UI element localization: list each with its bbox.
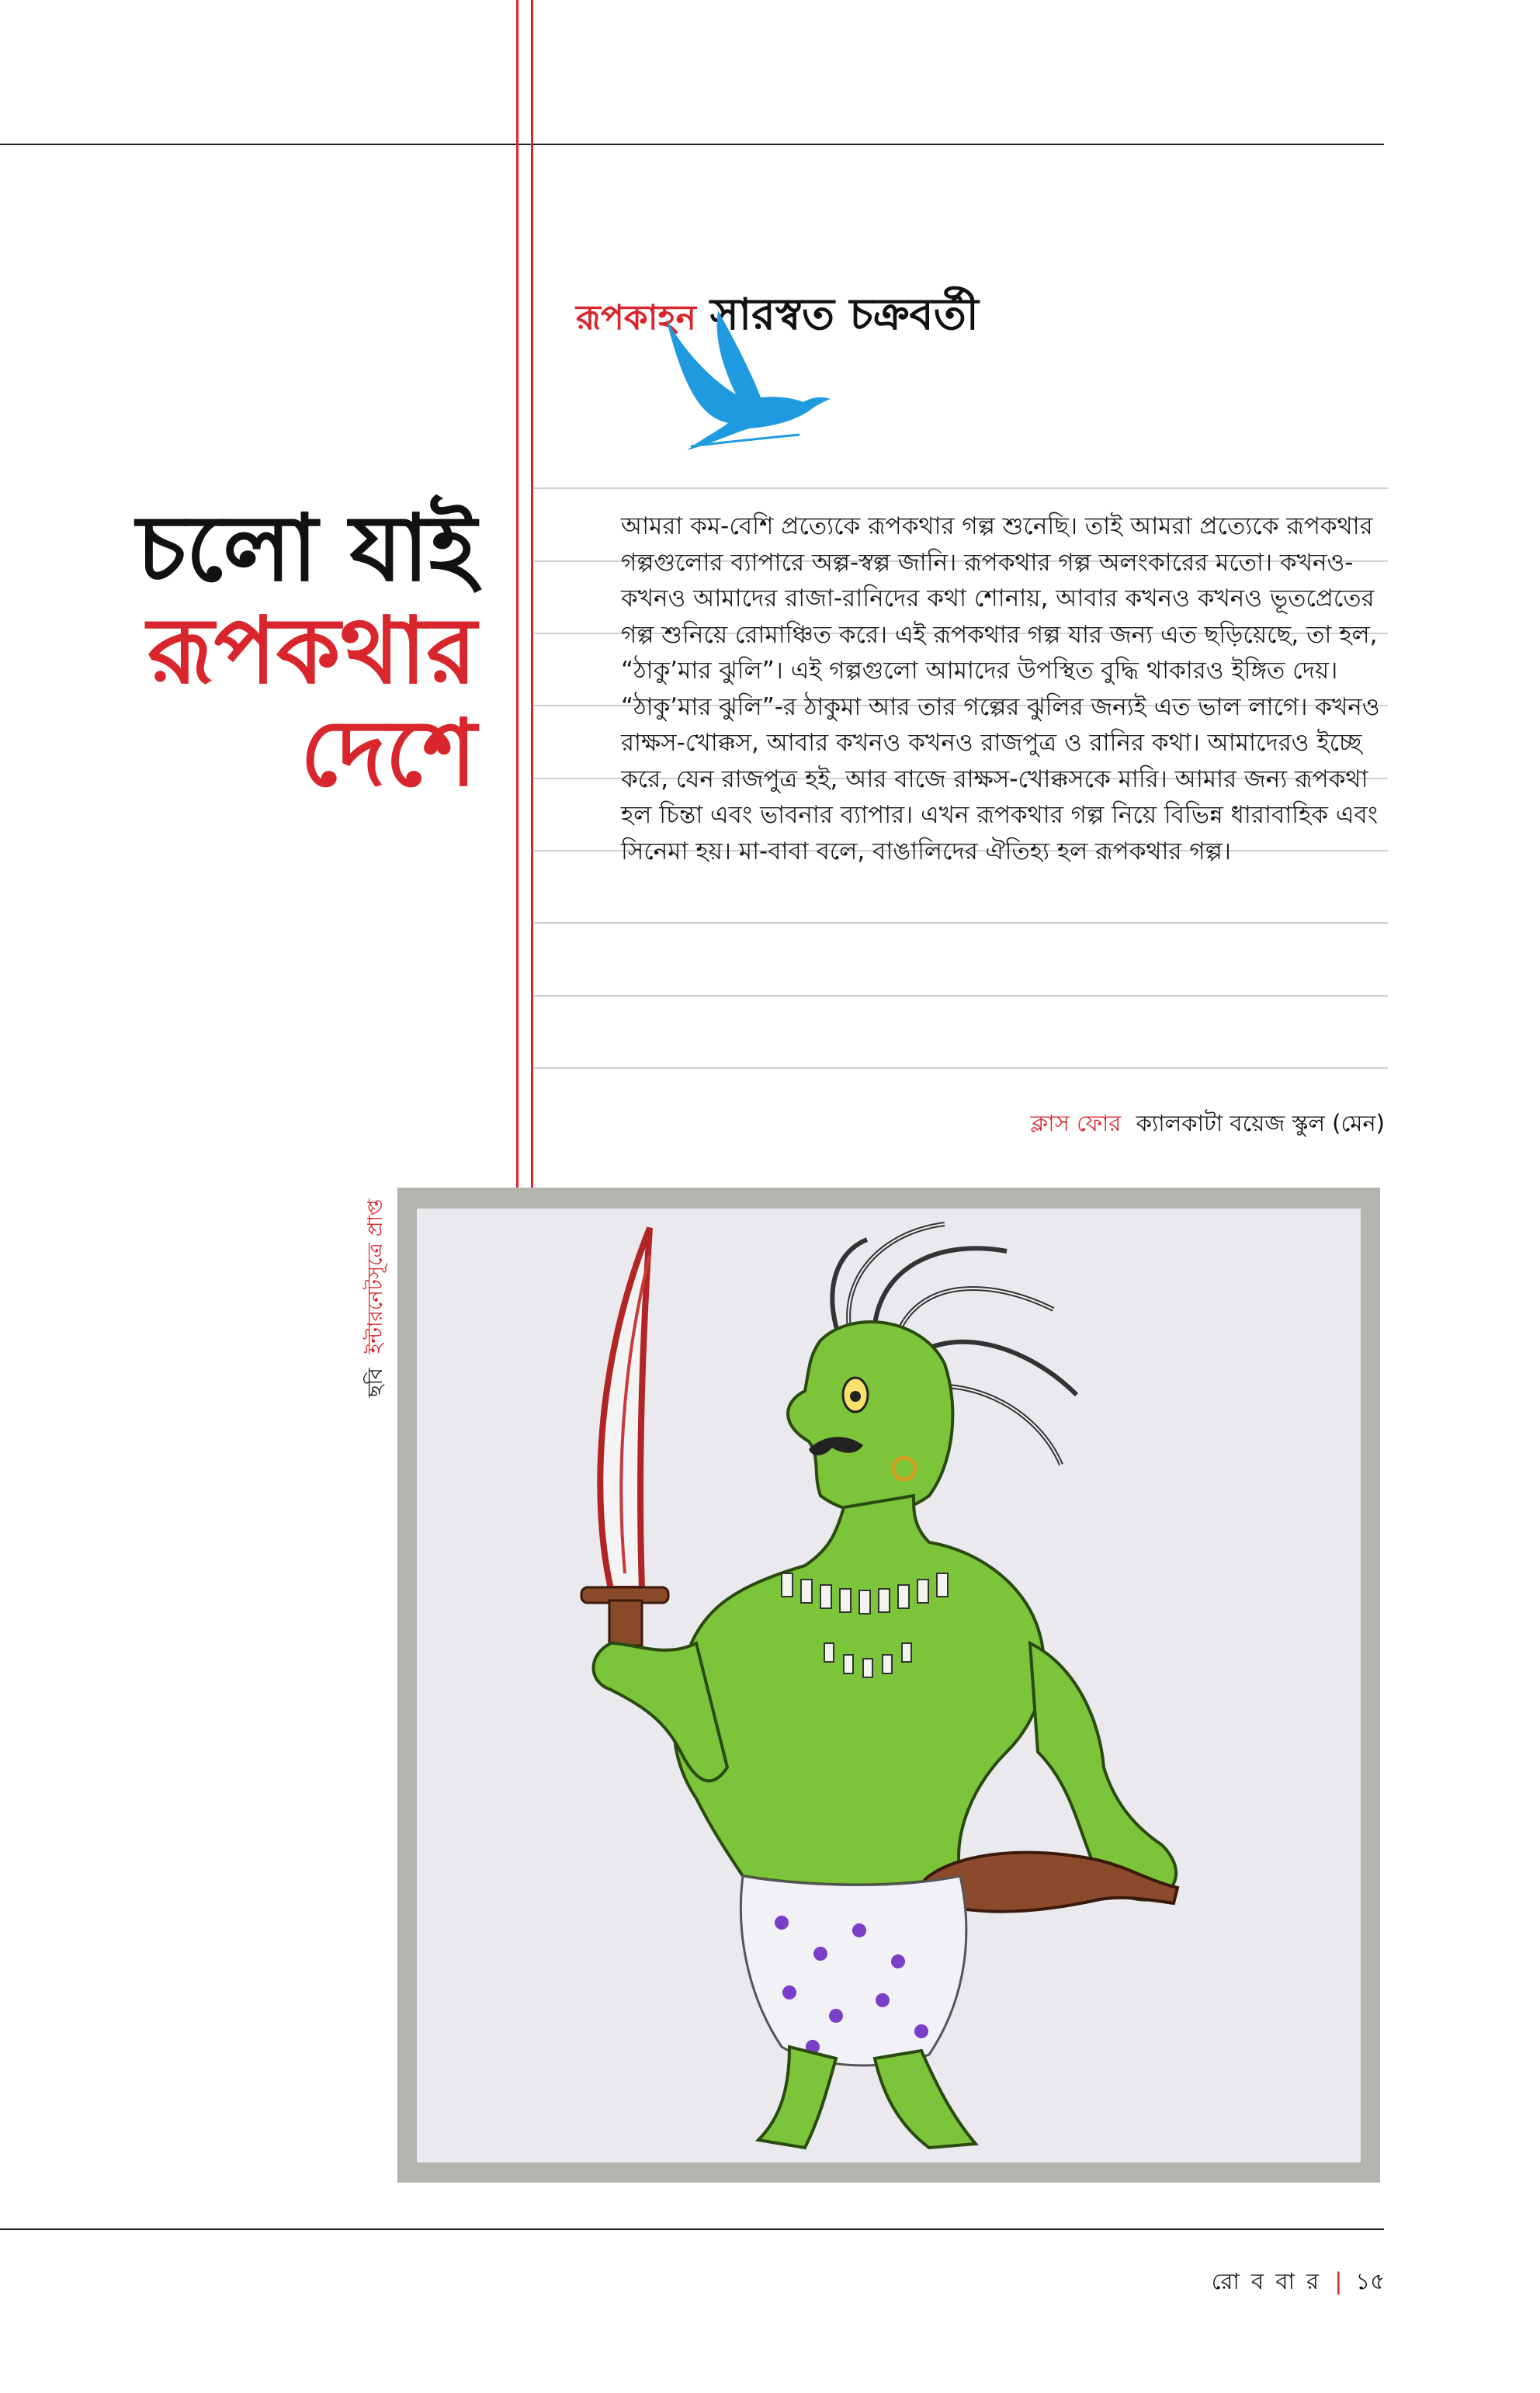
flying-bird-icon: [644, 310, 831, 454]
paper-line: [534, 922, 1388, 924]
margin-line-left: [516, 0, 519, 1188]
headline-line-2: রূপকথার: [147, 597, 477, 704]
headline-line-3: দেশে: [300, 699, 477, 806]
paper-line: [534, 995, 1388, 997]
article-body: [621, 508, 1389, 869]
photo-credit: [359, 1199, 390, 1432]
page-footer: [1212, 2264, 1385, 2302]
credit-class: ক্লাস ফোর: [1030, 1110, 1122, 1136]
photo-credit-source: ইন্টারনেটসূত্রে প্রাপ্ত: [364, 1199, 387, 1354]
demon-illustration: [417, 1209, 1361, 2162]
paper-line: [534, 487, 1388, 489]
magazine-name: রো ব বা র: [1211, 2268, 1322, 2294]
photo-credit-label: ছবি: [364, 1368, 387, 1398]
byline-category: রূপকাহন: [576, 298, 696, 338]
bottom-rule: [0, 2228, 1384, 2230]
byline-author: সারস্বত চক্রবর্তী: [709, 290, 979, 340]
margin-line-right: [531, 0, 533, 1188]
author-credit: [1031, 1106, 1385, 1144]
headline-line-1: চলো যাই: [137, 494, 477, 602]
page-number: ১৫: [1355, 2268, 1385, 2294]
paper-line: [534, 1067, 1388, 1069]
credit-school: ক্যালকাটা বয়েজ স্কুল (মেন): [1136, 1110, 1385, 1136]
top-rule: [0, 144, 1384, 145]
headline: [42, 494, 477, 806]
article-paragraph: আমরা কম-বেশি প্রত্যেকে রূপকথার গল্প শুনেছি। তাই আমরা প্রত্যেকে রূপকথার গল্পগুলোর ব্যাপারে অল্প-স্বল্প জানি। রূপকথার গল্প অলংকারের মতো। কখনও-কখনও আমাদের রাজা-রানিদের কথা শোনায়, আবার কখনও কখনও ভূতপ্রেতের গল্প শুনিয়ে রোমাঞ্চিত করে। এই রূপকথার গল্প যার জন্য এত ছড়িয়েছে, তা হল, “ঠাকু’মার ঝুলি”। এই গল্পগুলো আমাদের উপস্থিত বুদ্ধি থাকারও ইঙ্গিত দেয়। “ঠাকু’মার ঝুলি”-র ঠাকুমা আর তার গল্পের ঝুলির জন্যই এত ভাল লাগে। কখনও রাক্ষস-খোক্কস, আবার কখনও কখনও রাজপুত্র ও রানির কথা। আমাদেরও ইচ্ছে করে, যেন রাজপুত্র হই, আর বাজে রাক্ষস-খোক্কসকে মারি। আমার জন্য রূপকথা হল চিন্তা এবং ভাবনার ব্যাপার। এখন রূপকথার গল্প নিয়ে বিভিন্ন ধারাবাহিক এবং সিনেমা হয়। মা-বাবা বলে, বাঙালিদের ঐতিহ্য হল রূপকথার গল্প।: [621, 512, 1380, 865]
footer-separator: |: [1334, 2268, 1343, 2294]
